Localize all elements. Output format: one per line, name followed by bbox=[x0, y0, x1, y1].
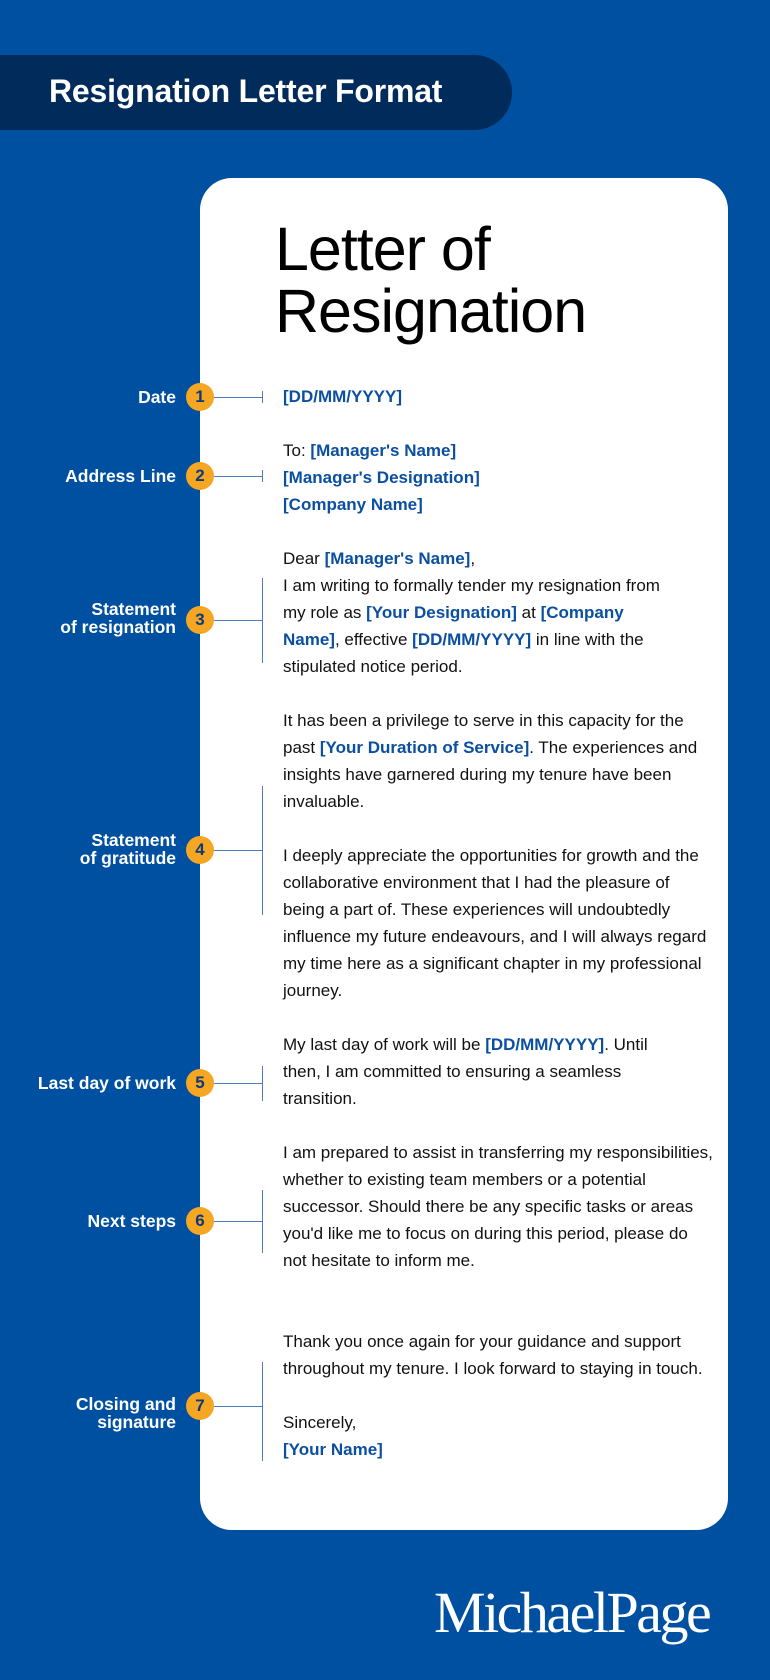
letter-last-day bbox=[283, 1031, 683, 1112]
sign-off: Sincerely, bbox=[283, 1413, 357, 1432]
section-badge-7: 7 bbox=[186, 1392, 214, 1420]
label-line: of gratitude bbox=[79, 848, 176, 868]
section-badge-5: 5 bbox=[186, 1069, 214, 1097]
next-steps-paragraph: I am prepared to assist in transferring my responsibilities, whether to existing team members or a potential successor. Should there be any specific tasks or areas you'd like me to focus on during this period, please do not hesitate to inform me. bbox=[283, 1143, 713, 1270]
letter-next-steps bbox=[283, 1139, 713, 1274]
manager-designation-placeholder: [Manager's Designation] bbox=[283, 468, 480, 487]
closing-paragraph: Thank you once again for your guidance and support throughout my tenure. I look forward to staying in touch. bbox=[283, 1332, 703, 1378]
section-label-gratitude bbox=[80, 831, 176, 867]
text: Dear bbox=[283, 549, 325, 568]
designation-placeholder: [Your Designation] bbox=[366, 603, 517, 622]
connector-line bbox=[214, 1083, 263, 1084]
to-prefix: To: bbox=[283, 441, 311, 460]
letter-title-line2: Resignation bbox=[275, 277, 587, 345]
connector-line bbox=[214, 397, 263, 398]
page-title: Resignation Letter Format bbox=[49, 73, 443, 109]
bracket-line bbox=[262, 470, 263, 482]
bracket-line bbox=[262, 578, 263, 663]
bracket-line bbox=[262, 786, 263, 915]
section-badge-4: 4 bbox=[186, 836, 214, 864]
company-name-placeholder: [Company Name] bbox=[283, 495, 423, 514]
letter-closing bbox=[283, 1328, 713, 1463]
connector-line bbox=[214, 850, 263, 851]
label-line: Closing and bbox=[75, 1394, 176, 1414]
date-placeholder: [DD/MM/YYYY] bbox=[412, 630, 532, 649]
text: . The experiences and insights have garnered during my tenure have been invaluable. bbox=[283, 738, 698, 811]
michael-page-logo: MichaelPage bbox=[434, 1580, 710, 1645]
text: , effective bbox=[334, 630, 413, 649]
section-badge-6: 6 bbox=[186, 1207, 214, 1235]
bracket-line bbox=[262, 1362, 263, 1461]
letter-title-line1: Letter of bbox=[275, 215, 490, 283]
label-line: signature bbox=[97, 1412, 176, 1432]
label-line: Statement bbox=[91, 830, 176, 850]
letter-date bbox=[283, 383, 713, 410]
duration-placeholder: [Your Duration of Service] bbox=[319, 738, 530, 757]
connector-line bbox=[214, 1406, 263, 1407]
label-line: of resignation bbox=[60, 617, 176, 637]
manager-name-placeholder: [Manager's Name] bbox=[324, 549, 471, 568]
letter-title bbox=[275, 215, 587, 345]
connector-line bbox=[214, 620, 263, 621]
text: My last day of work will be bbox=[283, 1035, 486, 1054]
section-label-last-day: Last day of work bbox=[37, 1073, 176, 1093]
section-badge-1: 1 bbox=[186, 383, 214, 411]
section-label-resignation bbox=[60, 600, 176, 636]
section-badge-2: 2 bbox=[186, 462, 214, 490]
text: , bbox=[470, 549, 476, 568]
text: in line with the stipulated notice period. bbox=[283, 630, 644, 676]
section-label-closing bbox=[76, 1395, 176, 1431]
text: I am writing to formally tender my resignation from my role as bbox=[283, 576, 660, 622]
letter-resignation bbox=[283, 545, 713, 680]
connector-line bbox=[214, 1221, 263, 1222]
label-line: Statement bbox=[91, 599, 176, 619]
section-label-date: Date bbox=[138, 387, 176, 407]
company-name-placeholder: [Company Name] bbox=[283, 603, 624, 649]
bracket-line bbox=[262, 1190, 263, 1253]
header-banner bbox=[0, 55, 512, 130]
bracket-line bbox=[262, 391, 263, 403]
letter-address bbox=[283, 437, 713, 518]
your-name-placeholder: [Your Name] bbox=[283, 1440, 383, 1459]
manager-name-placeholder: [Manager's Name] bbox=[310, 441, 457, 460]
text: . Until then, I am committed to ensuring a seamless transition. bbox=[283, 1035, 648, 1108]
text: at bbox=[516, 603, 541, 622]
section-badge-3: 3 bbox=[186, 606, 214, 634]
connector-line bbox=[214, 476, 263, 477]
date-placeholder: [DD/MM/YYYY] bbox=[485, 1035, 605, 1054]
section-label-address: Address Line bbox=[65, 466, 176, 486]
letter-gratitude bbox=[283, 707, 713, 1004]
gratitude-paragraph: I deeply appreciate the opportunities for growth and the collaborative environment that I had the pleasure of being a part of. These experiences will undoubtedly influence my future endeavours, and I will always regard my time here as a significant chapter in my professional journey. bbox=[283, 846, 707, 1000]
section-label-next-steps: Next steps bbox=[87, 1211, 176, 1231]
date-placeholder: [DD/MM/YYYY] bbox=[283, 387, 402, 406]
bracket-line bbox=[262, 1066, 263, 1101]
text: It has been a privilege to serve in this capacity for the past bbox=[283, 711, 684, 757]
